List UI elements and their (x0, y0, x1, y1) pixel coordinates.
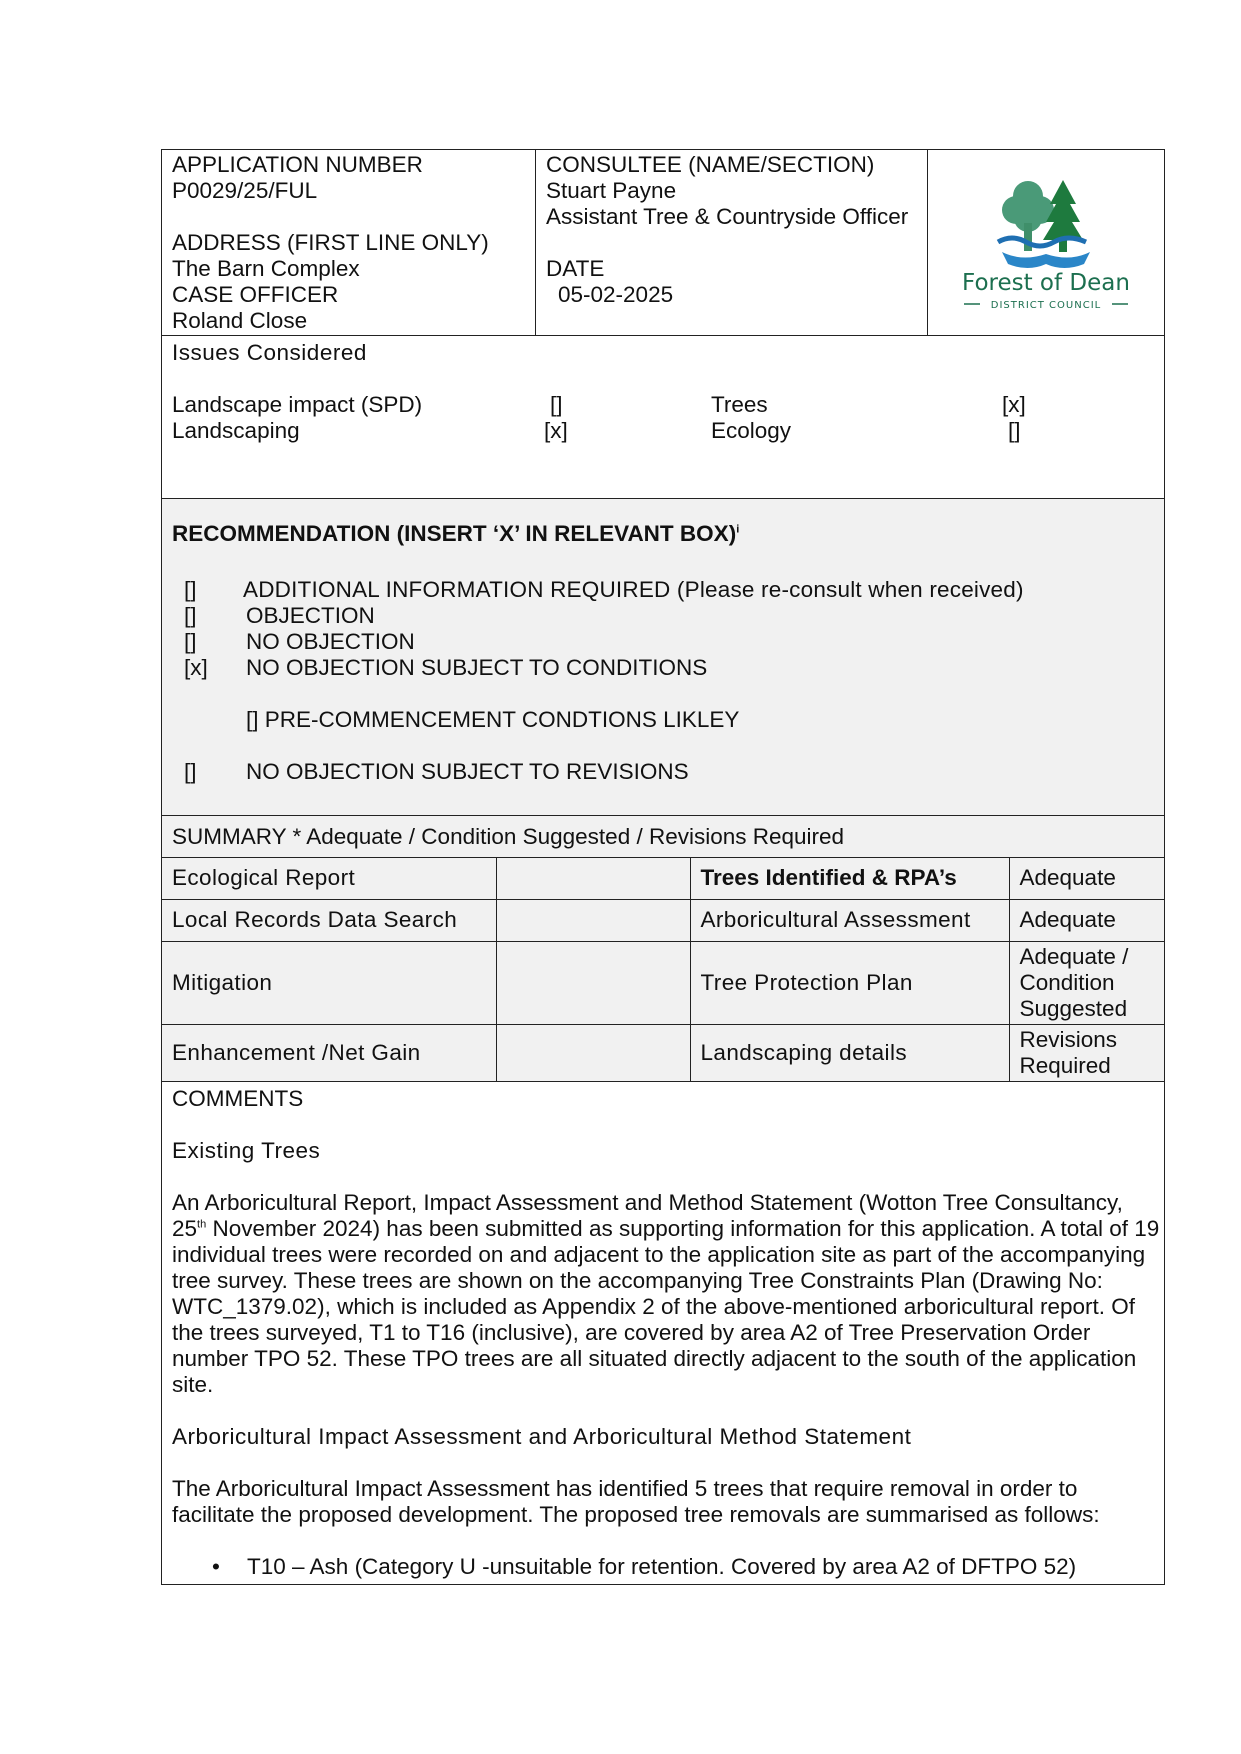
rec-option: NO OBJECTION (246, 629, 415, 654)
issue-mark: [] (550, 392, 563, 417)
summary-value (496, 1024, 690, 1081)
issues-section (162, 336, 1164, 498)
document-page (161, 149, 1165, 1585)
table-row (162, 941, 1164, 1024)
table-row (162, 1024, 1164, 1081)
summary-item: Landscaping details (690, 1024, 1009, 1081)
consultee-section: Assistant Tree & Countryside Officer (546, 204, 909, 229)
consultee-cell (536, 150, 928, 335)
comments-paragraph: The Arboricultural Impact Assessment has identified 5 trees that require removal in order to facilitate the proposed development. The proposed tree removals are summarised as follows: (172, 1475, 1100, 1527)
comments-heading: Arboricultural Impact Assessment and Arboricultural Method Statement (172, 1423, 912, 1449)
summary-value (496, 858, 690, 899)
comments-title: COMMENTS (172, 1085, 304, 1111)
form-frame (161, 149, 1165, 1585)
rec-mark: [x] (184, 655, 208, 680)
issue-mark: [] (1008, 418, 1021, 443)
consultee-label: CONSULTEE (NAME/SECTION) (546, 152, 875, 177)
table-row (162, 899, 1164, 941)
summary-value (496, 941, 690, 1024)
comments-paragraph: An Arboricultural Report, Impact Assessment and Method Statement (Wotton Tree Consultancy, 25th November 2024) has been submitted as supporting information for this application. A total of 19 individual trees were recorded on and adjacent to the application site as part of the accompanying tree survey. These trees are shown on the accompanying Tree Constraints Plan (Drawing No: WTC_1379.02), which is included as Appendix 2 of the above-mentioned arboricultural report. Of the trees surveyed, T1 to T16 (inclusive), are covered by area A2 of Tree Preservation Order number TPO 52. These TPO trees are all situated directly adjacent to the south of the application site. (172, 1189, 1160, 1397)
recommendation-section (162, 499, 1164, 815)
summary-table (162, 858, 1164, 1082)
comments-heading: Existing Trees (172, 1137, 321, 1163)
summary-value: Revisions Required (1009, 1024, 1164, 1081)
case-officer-value: Roland Close (172, 308, 308, 333)
recommendation-row (162, 499, 1164, 816)
rec-mark: [] (184, 629, 197, 654)
issue-label: Landscape impact (SPD) (172, 392, 423, 417)
forest-of-dean-logo-icon (946, 168, 1146, 318)
council-logo (928, 150, 1164, 335)
summary-item: Mitigation (162, 941, 496, 1024)
application-cell (162, 150, 536, 335)
rec-sub-option: [] PRE-COMMENCEMENT CONDTIONS LIKLEY (246, 707, 740, 732)
address-label: ADDRESS (FIRST LINE ONLY) (172, 230, 489, 255)
issue-label: Landscaping (172, 418, 300, 443)
summary-item: Arboricultural Assessment (690, 899, 1009, 941)
logo-title: Forest of Dean (962, 269, 1130, 296)
summary-value: Adequate (1009, 858, 1164, 899)
rec-option: NO OBJECTION SUBJECT TO CONDITIONS (246, 655, 708, 680)
summary-item: Ecological Report (162, 858, 496, 899)
issue-label: Trees (711, 392, 768, 417)
logo-subtitle: DISTRICT COUNCIL (990, 299, 1102, 311)
rec-mark: [] (184, 577, 197, 602)
rec-mark: [] (184, 603, 197, 628)
summary-item: Local Records Data Search (162, 899, 496, 941)
summary-item: Enhancement /Net Gain (162, 1024, 496, 1081)
application-label: APPLICATION NUMBER (172, 152, 423, 177)
date-label: DATE (546, 256, 605, 281)
application-number: P0029/25/FUL (172, 178, 318, 203)
issue-mark: [x] (1002, 392, 1026, 417)
recommendation-title: RECOMMENDATION (INSERT ‘X’ IN RELEVANT BOX)$^i$ (172, 521, 740, 546)
issues-title: Issues Considered (172, 340, 367, 365)
summary-title: SUMMARY * Adequate / Condition Suggested / Revisions Required (172, 823, 845, 849)
summary-value: Adequate (1009, 899, 1164, 941)
header-row (162, 150, 1164, 336)
address-value: The Barn Complex (172, 256, 360, 281)
issue-label: Ecology (711, 418, 792, 443)
rec-option: OBJECTION (246, 603, 375, 628)
rec-option: NO OBJECTION SUBJECT TO REVISIONS (246, 759, 689, 784)
issues-row (162, 336, 1164, 499)
comments-section (162, 1082, 1164, 1584)
list-item (172, 1554, 1154, 1580)
summary-item: Tree Protection Plan (690, 941, 1009, 1024)
case-officer-label: CASE OFFICER (172, 282, 339, 307)
summary-value (496, 899, 690, 941)
rec-mark: [] (184, 759, 197, 784)
summary-value: Adequate / Condition Suggested (1009, 941, 1164, 1024)
bullet-icon: • (212, 1553, 220, 1579)
summary-item: Trees Identified & RPA’s (690, 858, 1009, 899)
rec-option: ADDITIONAL INFORMATION REQUIRED (Please re-consult when received) (243, 577, 1024, 602)
list-item-text: T10 – Ash (Category U -unsuitable for retention. Covered by area A2 of DFTPO 52) (247, 1553, 1077, 1579)
date-value: 05-02-2025 (558, 282, 674, 307)
summary-title-row (162, 816, 1164, 858)
table-row (162, 858, 1164, 899)
issue-mark: [x] (544, 418, 568, 443)
consultee-name: Stuart Payne (546, 178, 677, 203)
